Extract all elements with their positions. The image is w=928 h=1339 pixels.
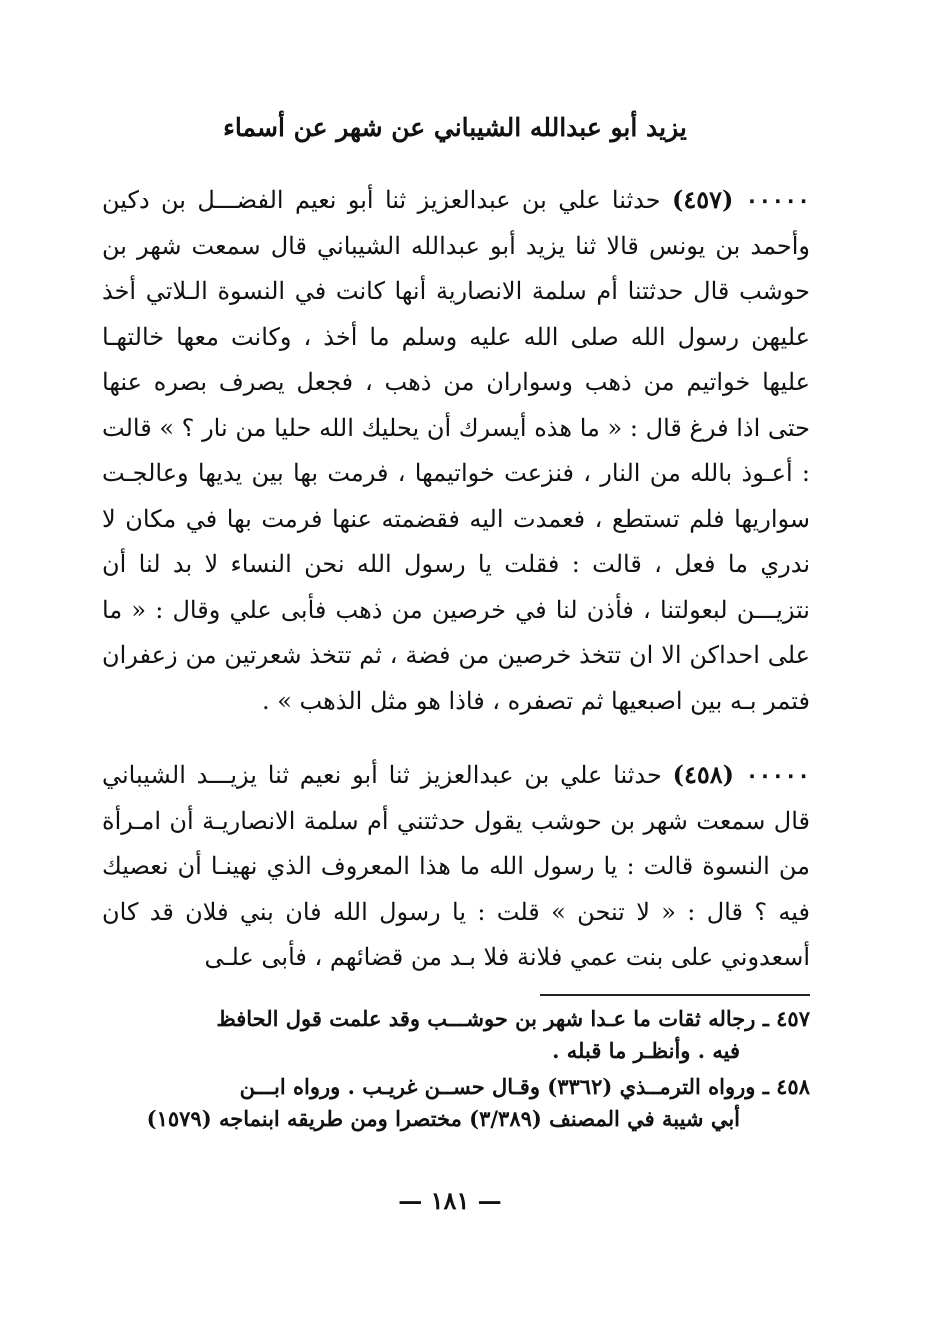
hadith-458 xyxy=(102,752,810,981)
page-number: — ١٨١ — xyxy=(398,1186,502,1215)
footnote-number: ٤٥٧ ـ xyxy=(762,1006,810,1031)
footnote-continuation: أبي شيبة في المصنف (٣/٣٨٩) مختصرا ومن طريقه ابنماجه (١٥٧٩) xyxy=(146,1106,740,1131)
footnote-457 xyxy=(102,1003,810,1067)
footnote-458 xyxy=(102,1071,810,1135)
footnote-divider xyxy=(540,994,810,996)
footnote-number: ٤٥٨ ـ xyxy=(762,1074,810,1099)
hadith-457 xyxy=(102,177,810,724)
hadith-text: حدثنا علي بن عبدالعزيز ثنا أبو نعيم ثنا يزيـــد الشيباني قال سمعت شهر بن حوشب يقول حدثتني أم سلمة الانصاريـة أن امـرأة من النسوة قالت : يا رسول الله ما هذا المعروف الذي نهينـا أن نعصيك فيه ؟ قال : « لا تنحن » قلت : يا رسول الله فان بني فلان قد كان أسعدوني على بنت عمي فلانة فلا بـد من قضائهم ، فأبى علـى xyxy=(102,761,810,971)
hadith-number: ٠٠٠٠٠ (٤٥٧) xyxy=(672,185,810,214)
footnotes xyxy=(102,1003,810,1139)
chapter-heading: يزيد أبو عبدالله الشيباني عن شهر عن أسماء xyxy=(223,113,687,142)
hadith-text: حدثنا علي بن عبدالعزيز ثنا أبو نعيم الفضـــل بن دكين وأحمد بن يونس قالا ثنا يزيد أبو عبدالله الشيباني قال سمعت شهر بن حوشب قال حدثتنا أم سلمة الانصارية أنها كانت في النسوة الـلاتي أخذ عليهن رسول الله صلى الله عليه وسلم ما أخذ ، وكانت معها خالتهـا عليها خواتيم من ذهب وسواران من ذهب ، فجعل يصرف بصره عنها حتى اذا فرغ قال : « ما هذه أيسرك أن يحليك الله حليا من نار ؟ » قالت : أعـوذ بالله من النار ، فنزعت خواتيمها ، فرمت بها بين يديها وعالجـت سواريها فلم تستطع ، فعمدت اليه فقضمته عنها فرمت بها في مكان لا ندري ما فعل ، قالت : فقلت يا رسول الله نحن النساء لا بد لنا أن نتزيـــن لبعولتنا ، فأذن لنا في خرصين من ذهب فأبى علي وقال : « ما على احداكن الا ان تتخذ خرصين من فضة ، ثم تتخذ شعرتين من زعفران فتمر بـه بين اصبعيها ثم تصفره ، فاذا هو مثل الذهب » . xyxy=(102,186,810,715)
footnote-text: رجاله ثقات ما عـدا شهر بن حوشـــب وقد علمت قول الحافظ xyxy=(216,1006,756,1031)
hadith-number: ٠٠٠٠٠ (٤٥٨) xyxy=(672,760,811,789)
footnote-text: ورواه الترمــذي (٣٣٦٢) وقـال حســن غريـب . ورواه ابـــن xyxy=(239,1074,756,1099)
footnote-continuation: فيه . وأنظـر ما قبله . xyxy=(552,1038,740,1063)
